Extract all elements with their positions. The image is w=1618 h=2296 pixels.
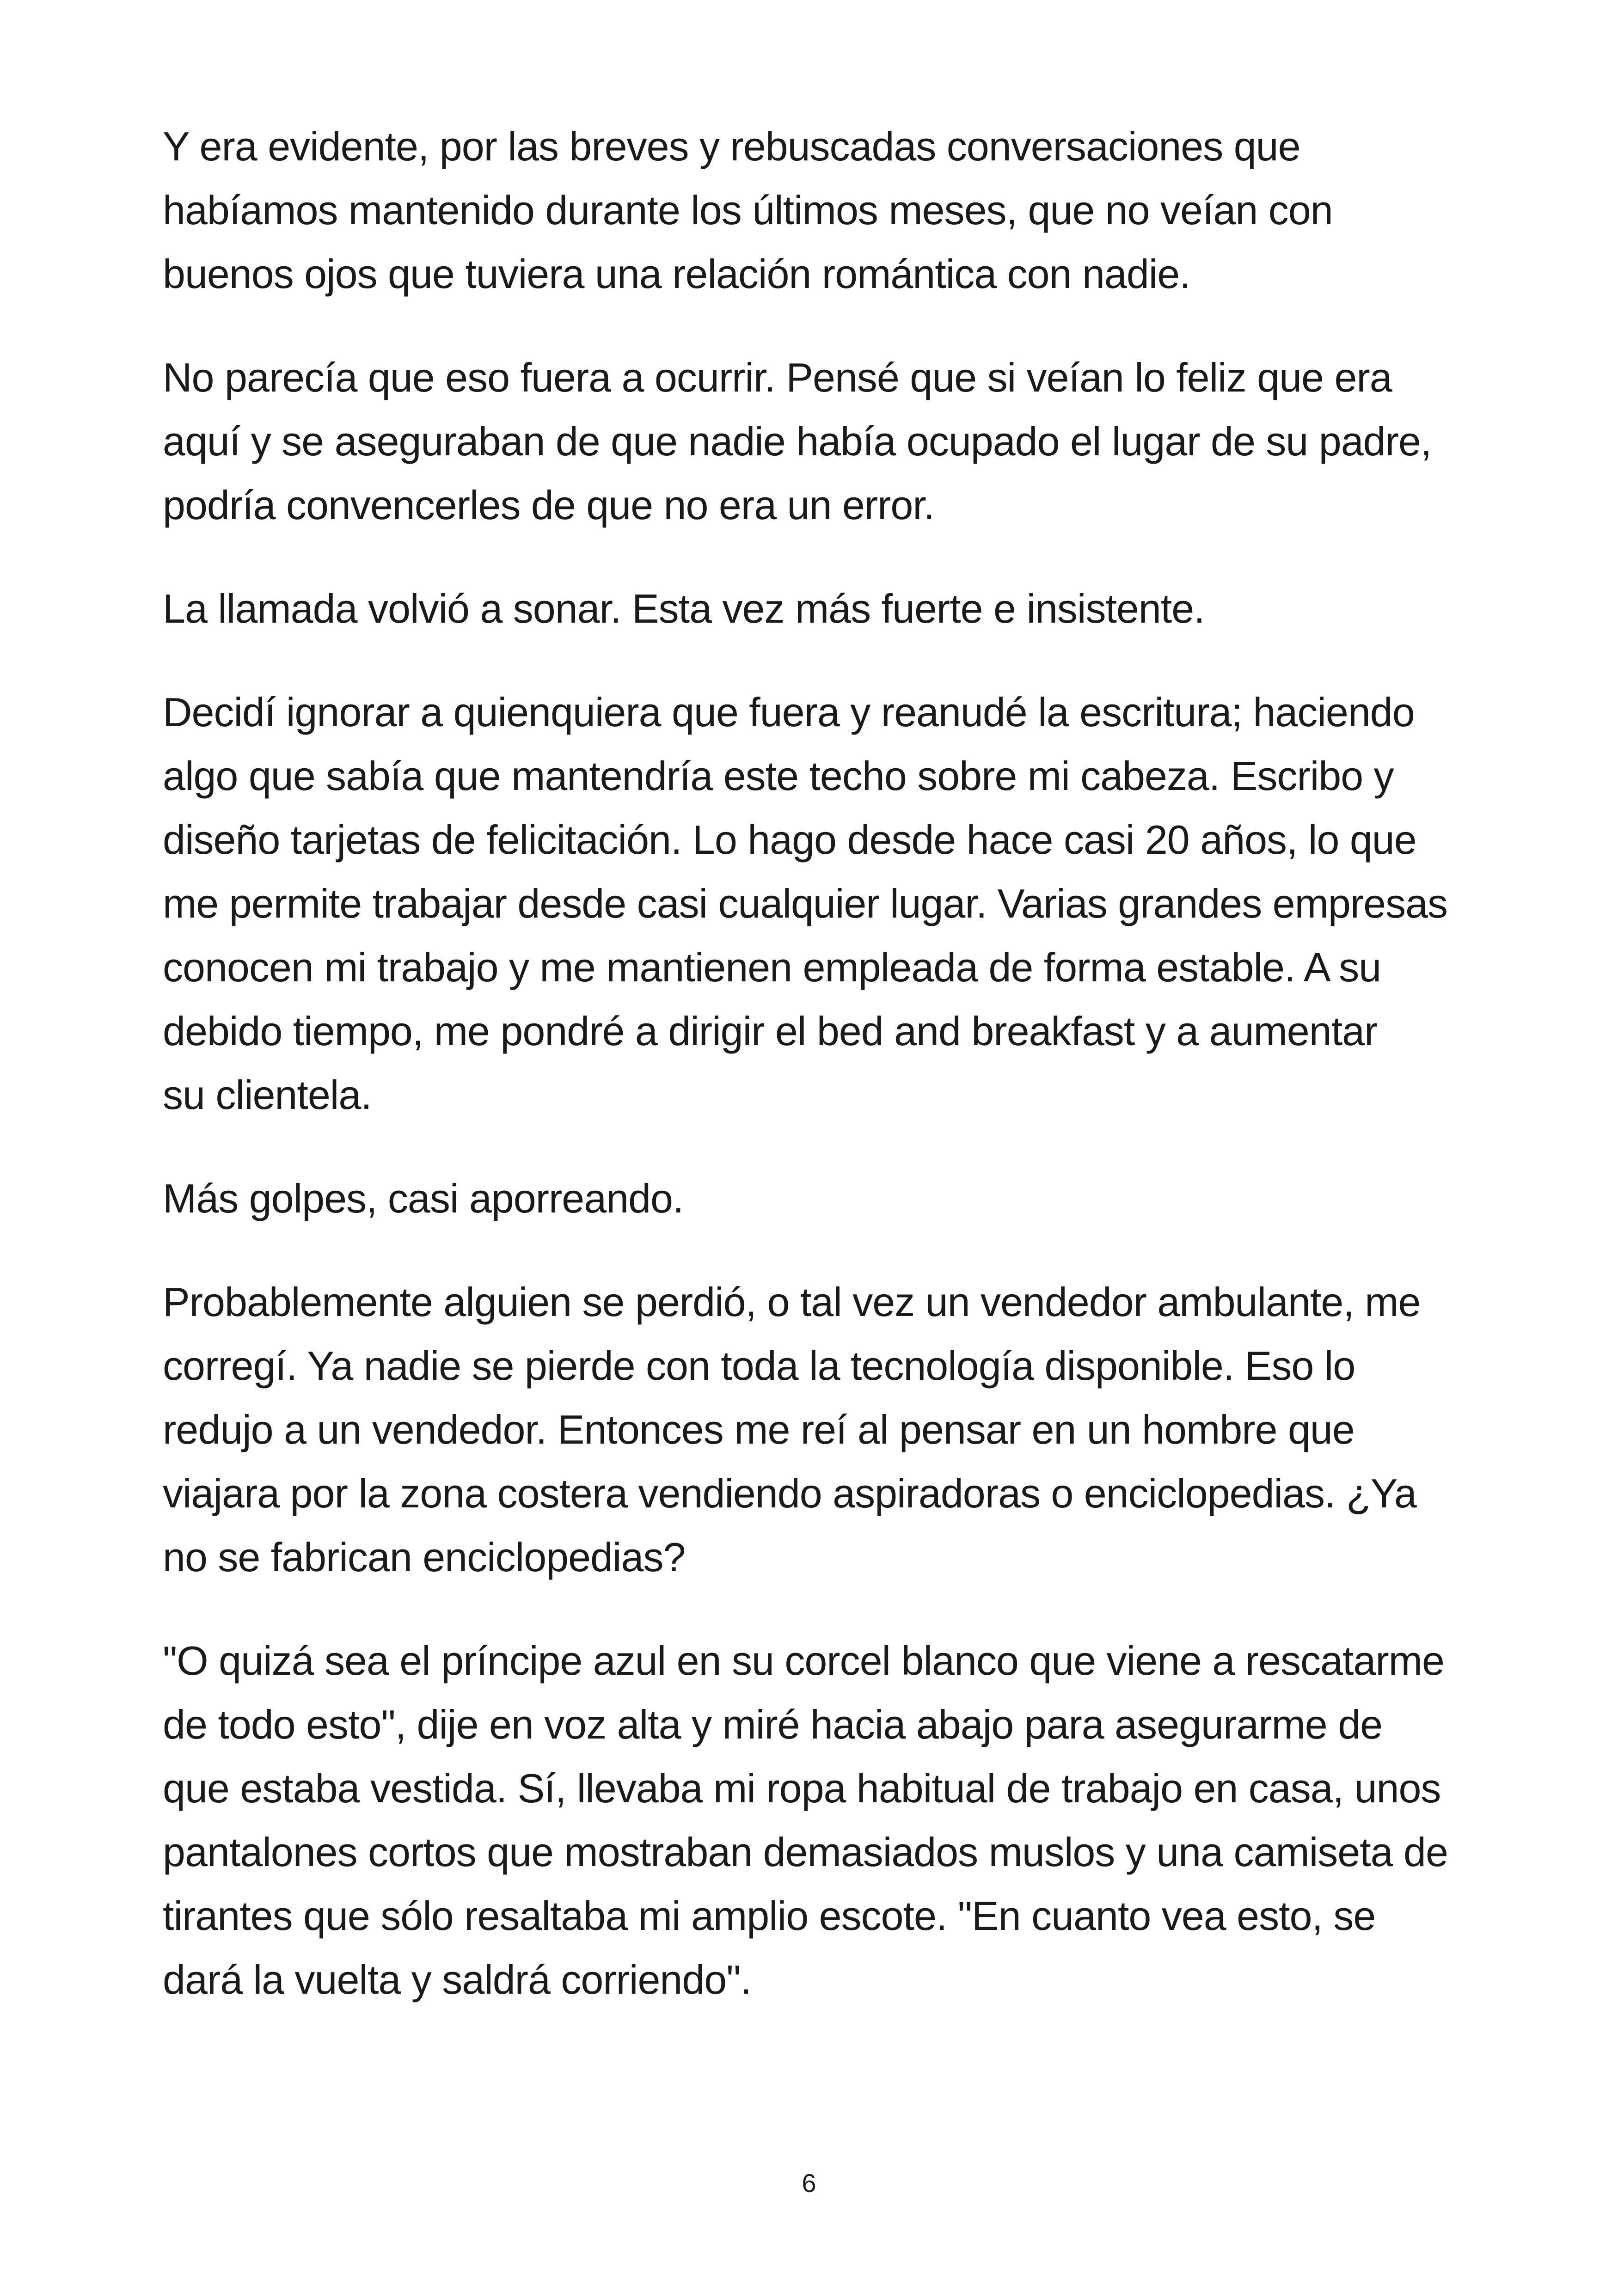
page-number: 6 xyxy=(802,2168,816,2198)
paragraph: "O quizá sea el príncipe azul en su corcel blanco que viene a rescatarme de todo esto", dije en voz alta y miré hacia abajo para asegurarme de que estaba vestida. Sí, llevaba mi ropa habitual de trabajo en casa, unos pantalones cortos que mostraban demasiados muslos y una camiseta de tirantes que sólo resaltaba mi amplio escote. "En cuanto vea esto, se dará la vuelta y saldrá corriendo". xyxy=(163,1638,1448,2002)
body-text xyxy=(163,115,1490,2051)
paragraph: La llamada volvió a sonar. Esta vez más fuerte e insistente. xyxy=(163,586,1205,631)
paragraph: Más golpes, casi aporreando. xyxy=(163,1176,684,1221)
paragraph: Y era evidente, por las breves y rebuscadas conversaciones que habíamos mantenido durante los últimos meses, que no veían con buenos ojos que tuviera una relación romántica con nadie. xyxy=(163,123,1333,297)
paragraph: No parecía que eso fuera a ocurrir. Pensé que si veían lo feliz que era aquí y se aseguraban de que nadie había ocupado el lugar de su padre, podría convencerles de que no era un error. xyxy=(163,355,1432,528)
paragraph: Decidí ignorar a quienquiera que fuera y reanudé la escritura; haciendo algo que sabía que mantendría este techo sobre mi cabeza. Escribo y diseño tarjetas de felicitación. Lo hago desde hace casi 20 años, lo que me permite trabajar desde casi cualquier lugar. Varias grandes empresas conocen mi trabajo y me mantienen empleada de forma estable. A su debido tiempo, me pondré a dirigir el bed and breakfast y a aumentar su clientela. xyxy=(163,689,1448,1118)
paragraph: Probablemente alguien se perdió, o tal vez un vendedor ambulante, me corregí. Ya nadie se pierde con toda la tecnología disponible. Eso lo redujo a un vendedor. Entonces me reí al pensar en un hombre que viajara por la zona costera vendiendo aspiradoras o enciclopedias. ¿Ya no se fabrican enciclopedias? xyxy=(163,1279,1421,1580)
